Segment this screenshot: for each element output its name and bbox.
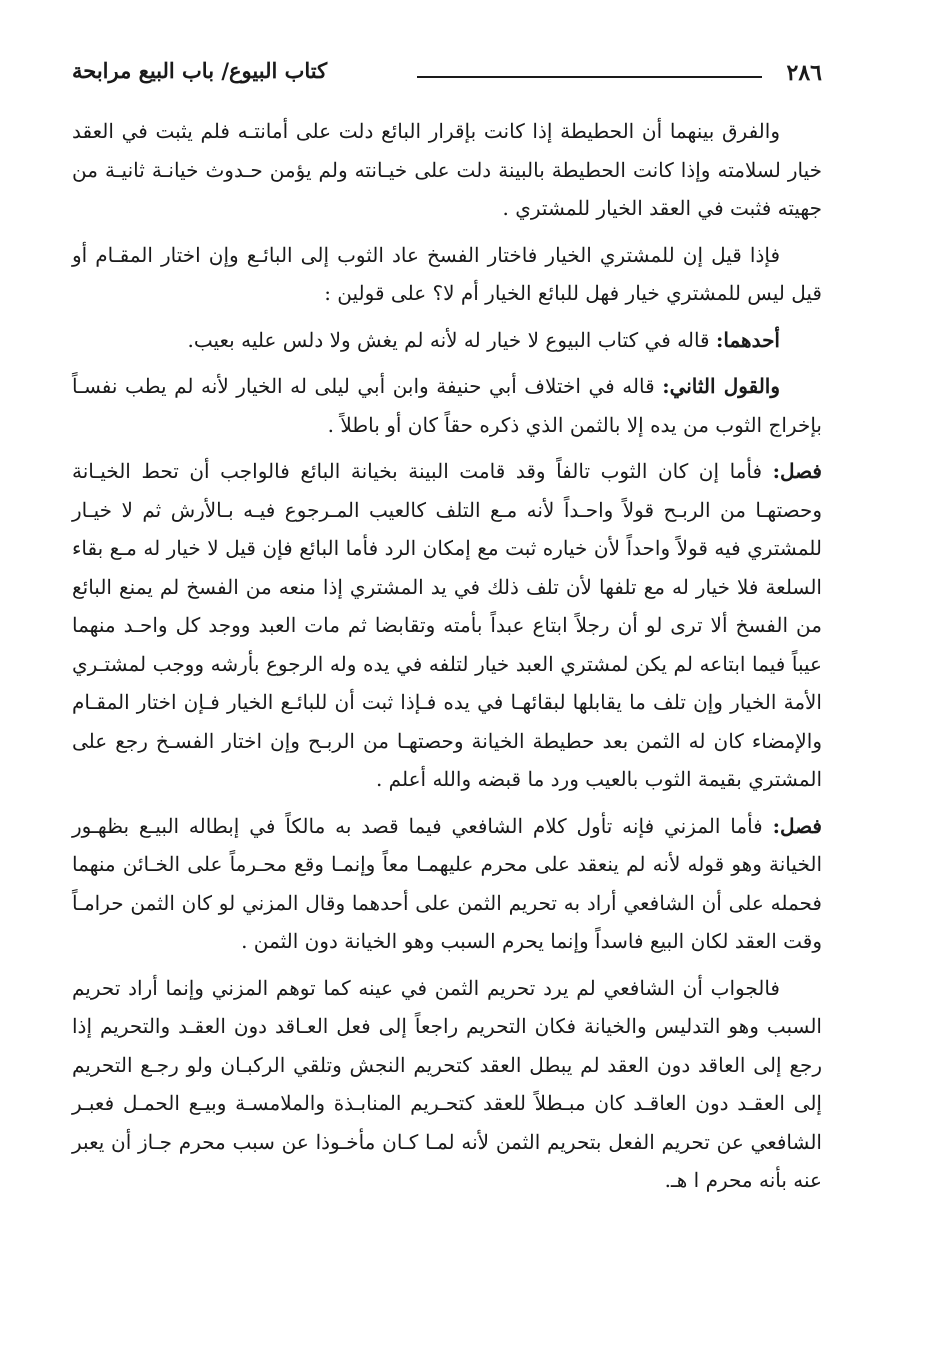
paragraph-6: [72, 807, 822, 961]
paragraph-text: والفرق بينهما أن الحطيطة إذا كانت بإقرار البائع دلت على أمانتـه فلم يثبت في العقد خيار لسلامته وإذا كانت الحطيطة بالبينة دلت على خيـانته ولم يؤمن حـدوث خيانـة ثانيـة من جهيته فثبت في العقد الخيار للمشتري .: [72, 119, 822, 220]
paragraph-text: فالجواب أن الشافعي لم يرد تحريم الثمن في عينه كما توهم المزني وإنما أراد تحريم السبب وهو التدليس والخيانة فكان التحريم راجعاً إلى فعل العـاقد دون العقـد والتحريم إذا رجع إلى العاقد دون العقد لم يبطل العقد كتحريم النجش وتلقي الركبـان ولو رجـع التحريم إلى العقـد دون العاقـد كان مبـطلاً للعقد كتحـريم المنابـذة والملامسـة وبيـع الحمـل فعبـر الشافعي عن تحريم الفعل بتحريم الثمن لأنه لمـا كـان مأخـوذا عن سبب محرم جـاز أن يعبر عنه بأنه محرم ا هـ.: [72, 975, 822, 1192]
paragraph-lead: والقول الثاني:: [662, 374, 780, 398]
running-title: كتاب البيوع/ باب البيع مرابحة: [72, 58, 328, 83]
paragraph-5: [72, 452, 822, 799]
paragraph-lead: فصل:: [772, 813, 822, 838]
paragraph-lead: أحدهما:: [715, 327, 780, 352]
paragraph-text: فأما إن كان الثوب تالفاً وقد قامت البينة بخيانة البائع فالواجب أن تحط الخيـانة وحصتهـا من الربـح قولاً واحـداً لأنه مـع التلف كالعيب المـرجوع فيـه بـالأرش ثم لا خيـار للمشتري فيه قولاً واحداً لأن خياره ثبت مع إمكان الرد فأما البائع فإن قيل لا خيار له مـع بقاء السلعة فلا خيار له مع تلفها لأن تلف ذلك في يد المشتري إذا منعه من الفسخ لم يمنع البائع من الفسخ ألا ترى لو أن رجلاً ابتاع عبداً بأمته وتقابضا ثم مات العبد ووجد كل واحـد منهما عيباً فيما ابتاعه لم يكن لمشتري العبد خيار لتلفه في يده وله الرجوع بأرشه ووجب لمشتـري الأمة الخيار وإن تلف ما يقابلها لبقائهـا في يده فـإذا ثبت أن للبائـع الخيار فـإن اختار المقـام والإمضاء كان له الثمن بعد حطيطة الخيانة وحصتهـا من الربـح وإن اختار الفسـخ رجع على المشتري بقيمة الثوب بالعيب ورد ما قبضه والله أعلم .: [72, 459, 822, 791]
paragraph-1: [72, 112, 822, 228]
header-rule: [417, 76, 762, 78]
paragraph-text: فإذا قيل إن للمشتري الخيار فاختار الفسخ عاد الثوب إلى البائـع وإن اختار المقـام أو قيل ليس للمشتري خيار فهل للبائع الخيار أم لا؟ على قولين :: [72, 242, 822, 305]
body-text: [72, 112, 822, 1208]
page-header: [72, 52, 822, 92]
paragraph-text: قاله في كتاب البيوع لا خيار له لأنه لم يغش ولا دلس عليه بعيب.: [187, 327, 716, 352]
paragraph-4: [72, 367, 822, 444]
paragraph-lead: فصل:: [772, 459, 822, 483]
paragraph-2: [72, 236, 822, 313]
paragraph-text: قاله في اختلاف أبي حنيفة وابن أبي ليلى له الخيار لأنه لم يطب نفسـاً بإخراج الثوب من يده إلا بالثمن الذي ذكره حقاً كان أو باطلاً .: [72, 374, 822, 437]
paragraph-7: [72, 969, 822, 1200]
page-number: ٢٨٦: [786, 60, 822, 86]
paragraph-3: [72, 321, 822, 360]
paragraph-text: فأما المزني فإنه تأول كلام الشافعي فيما قصد به مالكاً في إبطاله البيـع بظهـور الخيانة وهو قوله لأنه لم ينعقد على محرم عليهمـا معاً وإنمـا وقع محـرماً على الخـائن منهما فحمله على أن الشافعي أراد به تحريم الثمن على أحدهما وقال المزني لو كان الثمن حرامـاً وقت العقد لكان البيع فاسداً وإنما يحرم السبب وهو الخيانة دون الثمن .: [72, 813, 822, 953]
